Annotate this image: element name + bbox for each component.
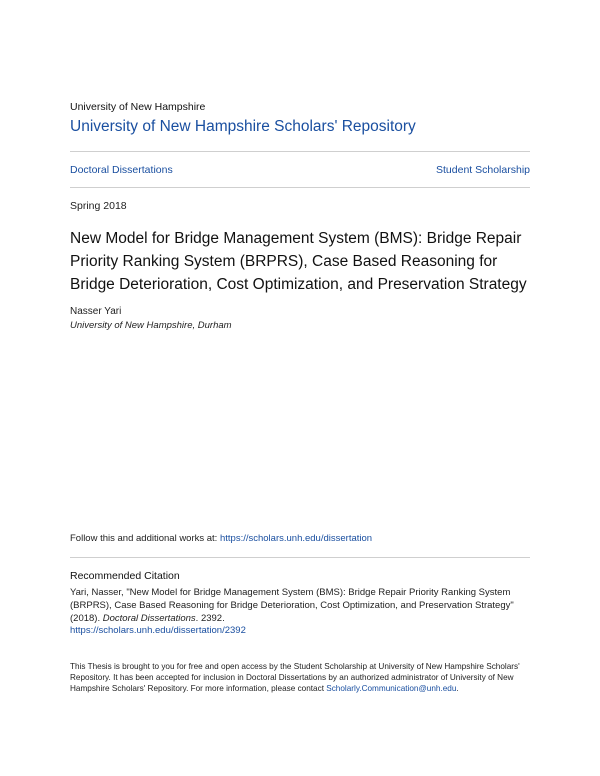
- student-scholarship-link[interactable]: Student Scholarship: [436, 164, 530, 176]
- follow-divider: [70, 557, 530, 558]
- citation-body: Yari, Nasser, "New Model for Bridge Management System (BMS): Bridge Repair Priority Ranking System (BRPRS), Case Based Reasoning for Bridge Deterioration, Cost Optimization, and Preservation Strategy" (2018).: [70, 587, 514, 624]
- citation-link[interactable]: https://scholars.unh.edu/dissertation/2392: [70, 625, 246, 636]
- university-name: University of New Hampshire: [70, 101, 206, 113]
- repository-link[interactable]: University of New Hampshire Scholars' Repository: [70, 118, 416, 135]
- follow-line: [70, 533, 372, 544]
- publication-date: Spring 2018: [70, 200, 127, 212]
- doctoral-dissertations-link[interactable]: Doctoral Dissertations: [70, 164, 173, 176]
- recommended-citation-heading: Recommended Citation: [70, 570, 180, 582]
- notice-text: This Thesis is brought to you for free and open access by the Student Scholarship at University of New Hampshire Scholars' Repository. It has been accepted for inclusion in Doctoral Dissertations by an authorized administrator of University of New Hampshire Scholars' Repository. For more information, please contact: [70, 662, 520, 693]
- citation-number: . 2392.: [195, 613, 225, 624]
- document-title: New Model for Bridge Management System (BMS): Bridge Repair Priority Ranking System (BRPRS), Case Based Reasoning for Bridge Deterioration, Cost Optimization, and Preservation Strategy: [70, 230, 527, 293]
- citation-text: [70, 586, 540, 625]
- citation-series: Doctoral Dissertations: [102, 613, 196, 624]
- notice-end: .: [456, 684, 459, 693]
- access-notice: [70, 661, 540, 694]
- author-name: Nasser Yari: [70, 306, 122, 317]
- nav-divider: [70, 187, 530, 188]
- contact-email-link[interactable]: Scholarly.Communication@unh.edu: [326, 684, 457, 693]
- follow-link[interactable]: https://scholars.unh.edu/dissertation: [219, 533, 373, 544]
- follow-text: Follow this and additional works at:: [70, 533, 220, 544]
- author-affiliation: University of New Hampshire, Durham: [70, 320, 232, 331]
- top-divider: [70, 151, 530, 152]
